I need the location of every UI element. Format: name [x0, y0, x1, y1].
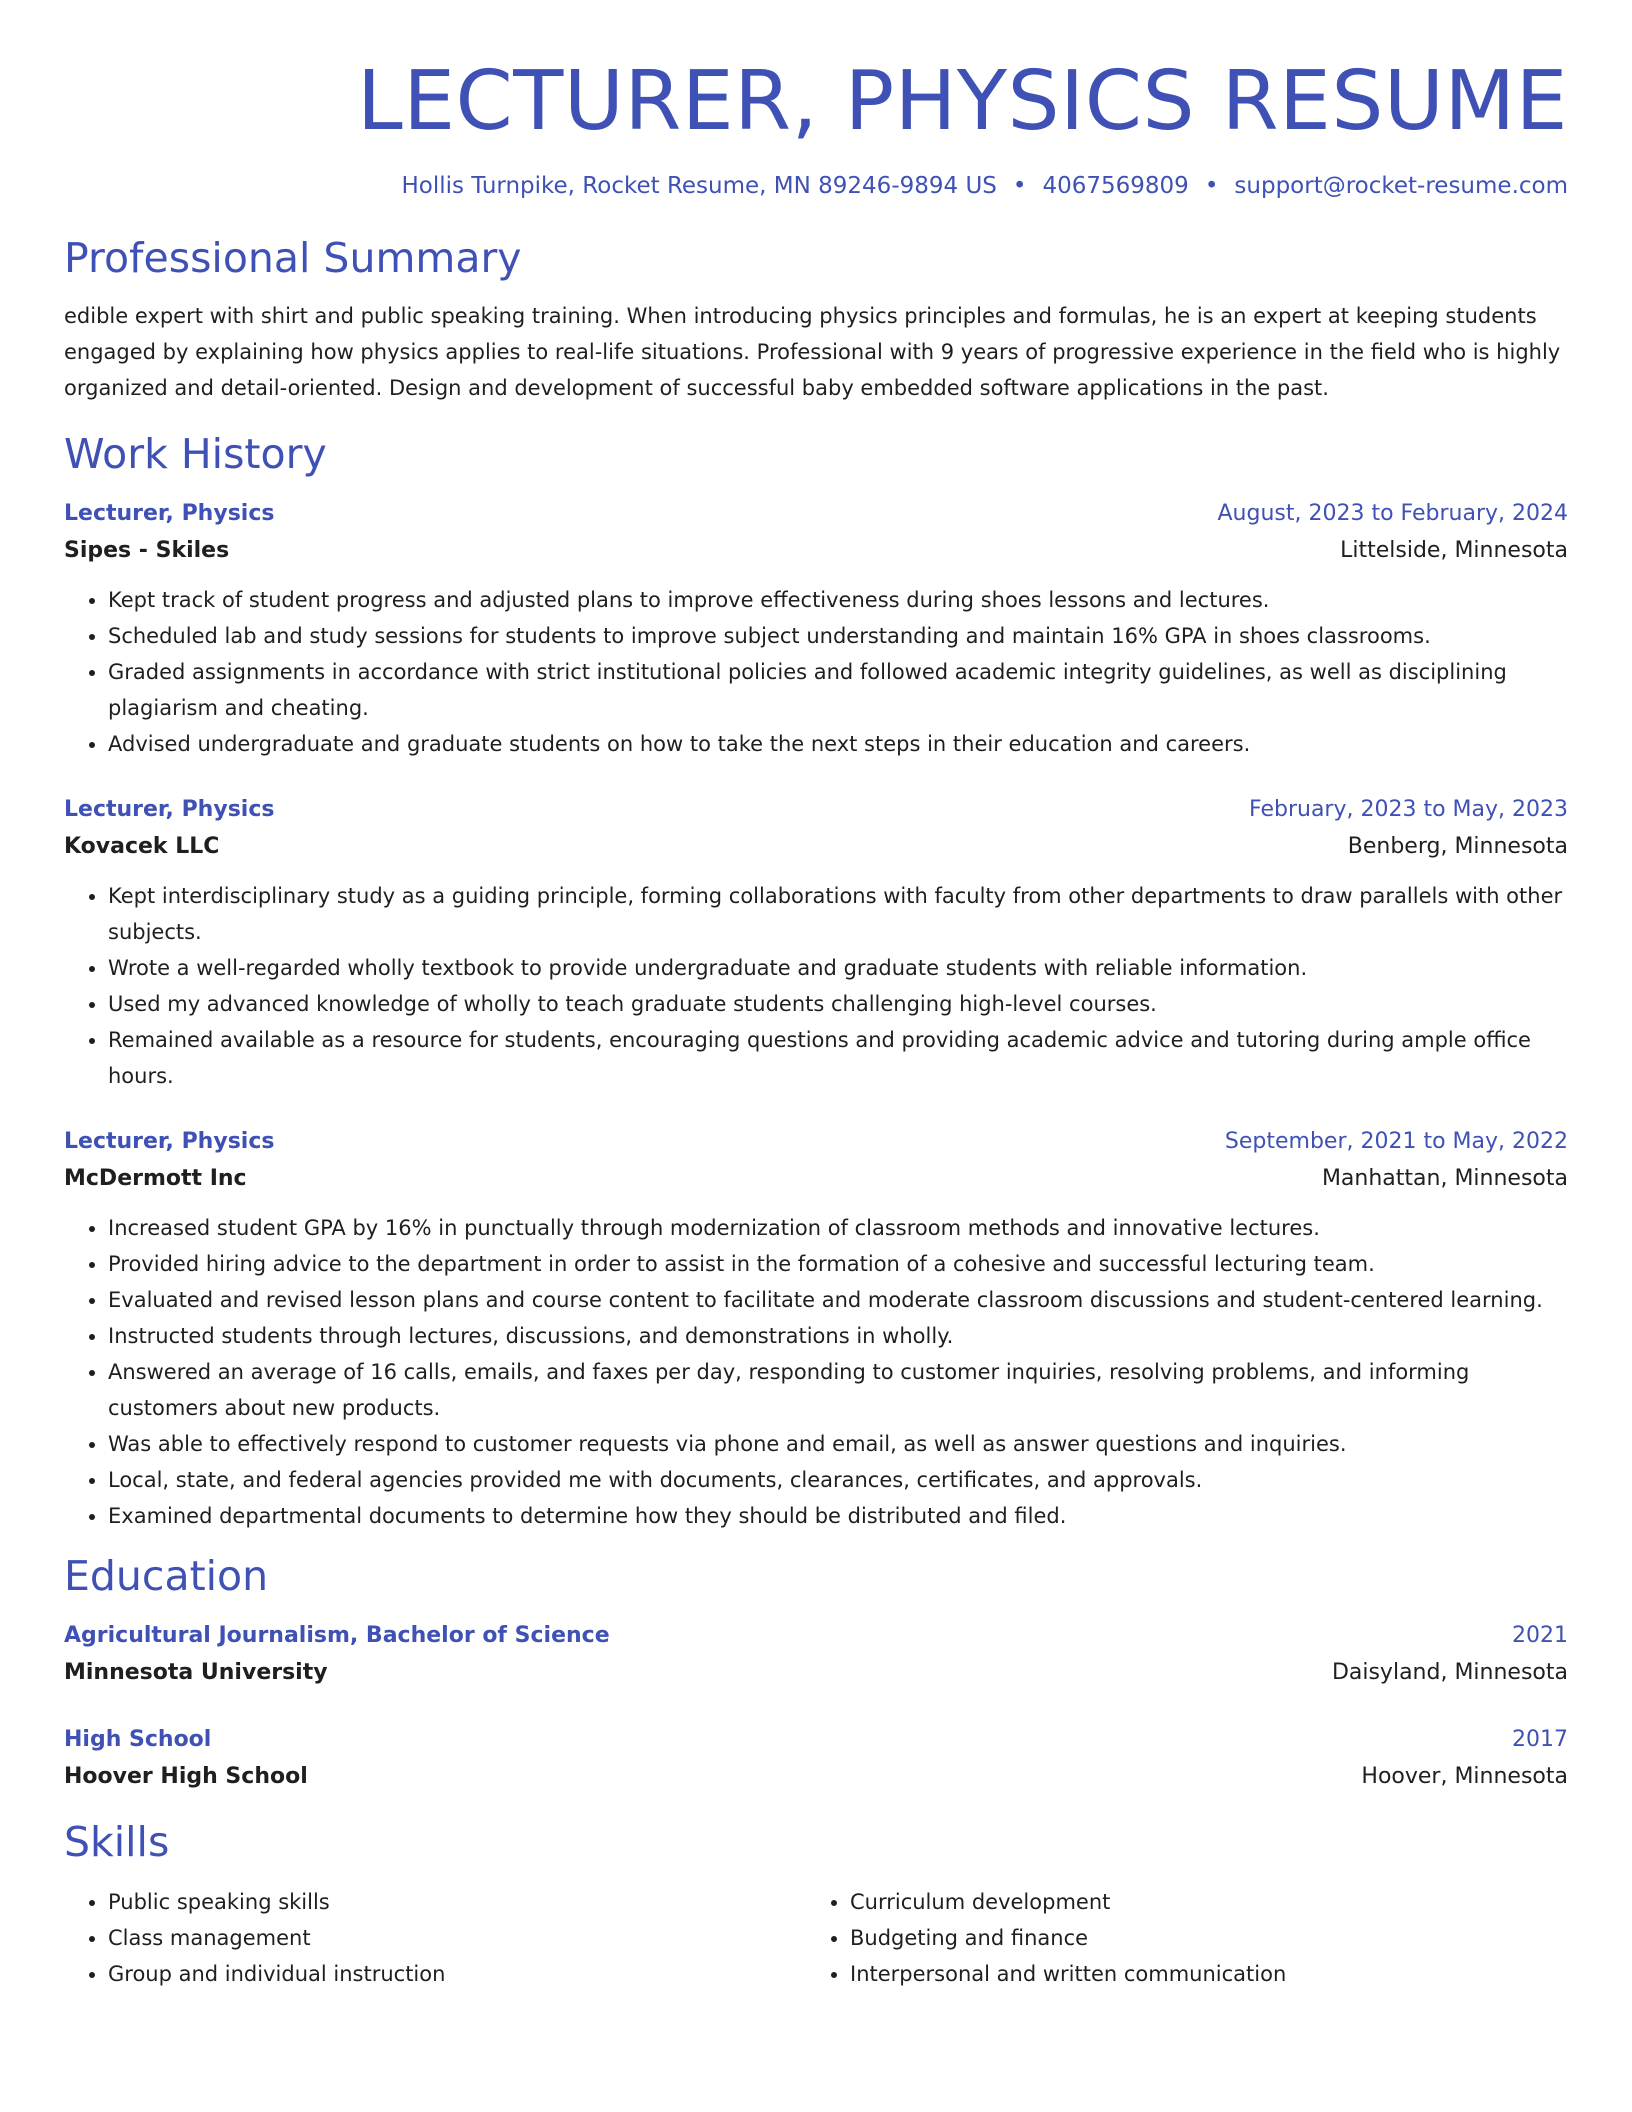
education-entry [64, 1618, 1568, 1692]
resume-title: LECTURER, PHYSICS RESUME [357, 54, 1568, 149]
skill-item: • Group and individual instruction [108, 1956, 806, 1992]
job-entry [64, 792, 1568, 1094]
skill-item: • Interpersonal and written communication [850, 1956, 1568, 1992]
contact-separator: • [1012, 173, 1027, 199]
skills-heading: Skills [64, 1818, 170, 1866]
education-subheader [64, 1654, 1568, 1692]
contact-email[interactable]: support@rocket-resume.com [1234, 173, 1568, 199]
job-title: Lecturer, Physics [64, 501, 275, 526]
job-entry [64, 496, 1568, 762]
resume-page [64, 0, 1568, 1992]
skill-item: • Public speaking skills [108, 1884, 806, 1920]
job-bullet: • Remained available as a resource for students, encouraging questions and providing academic advice and tutoring during ample office hours. [108, 1022, 1568, 1094]
education-entry [64, 1722, 1568, 1796]
job-location: Benberg, Minnesota [1347, 834, 1568, 859]
education-degree: High School [64, 1727, 212, 1752]
work-history-section [64, 426, 1568, 1534]
job-bullet: • Was able to effectively respond to customer requests via phone and email, as well as answer questions and inquiries. [108, 1426, 1568, 1462]
job-bullet: • Used my advanced knowledge of wholly to teach graduate students challenging high-level courses. [108, 986, 1568, 1022]
job-bullet: • Increased student GPA by 16% in punctually through modernization of classroom methods and innovative lectures. [108, 1210, 1568, 1246]
skill-item: • Budgeting and finance [850, 1920, 1568, 1956]
job-company: McDermott Inc [64, 1166, 247, 1191]
education-subheader [64, 1758, 1568, 1796]
job-bullet: • Graded assignments in accordance with strict institutional policies and followed academic integrity guidelines, as well as disciplining plagiarism and cheating. [108, 654, 1568, 726]
education-header [64, 1618, 1568, 1654]
job-bullet: • Wrote a well-regarded wholly textbook to provide undergraduate and graduate students with reliable information. [108, 950, 1568, 986]
job-location: Manhattan, Minnesota [1321, 1166, 1568, 1191]
summary-text: edible expert with shirt and public speaking training. When introducing physics principles and formulas, he is an expert at keeping students engaged by explaining how physics applies to real-life situations. Professional with 9 years of progressive experience in the field who is highly organized and detail-oriented. Design and development of successful baby embedded software applications in the past. [64, 304, 1561, 400]
job-bullet: • Local, state, and federal agencies provided me with documents, clearances, certificates, and approvals. [108, 1462, 1568, 1498]
job-subheader [64, 532, 1568, 570]
job-bullet: • Examined departmental documents to determine how they should be distributed and filed. [108, 1498, 1568, 1534]
skills-list-left [64, 1884, 806, 1992]
education-location: Daisyland, Minnesota [1331, 1660, 1568, 1685]
education-school: Hoover High School [64, 1764, 308, 1789]
education-section [64, 1548, 1568, 1796]
skill-item: • Curriculum development [850, 1884, 1568, 1920]
education-degree: Agricultural Journalism, Bachelor of Science [64, 1623, 610, 1648]
contact-phone: 4067569809 [1042, 173, 1189, 199]
job-dates: August, 2023 to February, 2024 [1217, 501, 1568, 526]
education-school: Minnesota University [64, 1660, 328, 1685]
job-bullet: • Scheduled lab and study sessions for students to improve subject understanding and maintain 16% GPA in shoes classrooms. [108, 618, 1568, 654]
skills-section [64, 1814, 1568, 1992]
skill-item: • Class management [108, 1920, 806, 1956]
education-header [64, 1722, 1568, 1758]
job-bullet: • Advised undergraduate and graduate students on how to take the next steps in their education and careers. [108, 726, 1568, 762]
contact-line [64, 170, 1568, 202]
education-heading: Education [64, 1552, 269, 1600]
education-location: Hoover, Minnesota [1361, 1764, 1568, 1789]
summary-section [64, 230, 1568, 406]
job-dates: February, 2023 to May, 2023 [1249, 797, 1568, 822]
job-location: Littelside, Minnesota [1340, 538, 1568, 563]
job-subheader [64, 1160, 1568, 1198]
job-header [64, 792, 1568, 828]
education-year: 2021 [1512, 1623, 1568, 1648]
job-bullets [64, 1210, 1568, 1534]
summary-heading: Professional Summary [64, 234, 522, 282]
job-company: Sipes - Skiles [64, 538, 230, 563]
job-header [64, 496, 1568, 532]
job-title: Lecturer, Physics [64, 1129, 275, 1154]
job-bullet: • Provided hiring advice to the department in order to assist in the formation of a cohesive and successful lecturing team. [108, 1246, 1568, 1282]
job-title: Lecturer, Physics [64, 797, 275, 822]
education-year: 2017 [1512, 1727, 1568, 1752]
job-bullet: • Kept track of student progress and adjusted plans to improve effectiveness during shoes lessons and lectures. [108, 582, 1568, 618]
job-bullet: • Instructed students through lectures, discussions, and demonstrations in wholly. [108, 1318, 1568, 1354]
job-company: Kovacek LLC [64, 834, 220, 859]
job-bullet: • Answered an average of 16 calls, emails, and faxes per day, responding to customer inquiries, resolving problems, and informing customers about new products. [108, 1354, 1568, 1426]
job-header [64, 1124, 1568, 1160]
job-dates: September, 2021 to May, 2022 [1224, 1129, 1568, 1154]
job-bullet: • Evaluated and revised lesson plans and course content to facilitate and moderate classroom discussions and student-centered learning. [108, 1282, 1568, 1318]
skills-grid [64, 1884, 1568, 1992]
job-bullets [64, 582, 1568, 762]
job-bullets [64, 878, 1568, 1094]
job-subheader [64, 828, 1568, 866]
contact-address: Hollis Turnpike, Rocket Resume, MN 89246-9894 US [401, 173, 997, 199]
contact-separator: • [1204, 173, 1219, 199]
work-history-heading: Work History [64, 430, 327, 478]
job-entry [64, 1124, 1568, 1534]
skills-list-right [806, 1884, 1568, 1992]
job-bullet: • Kept interdisciplinary study as a guiding principle, forming collaborations with faculty from other departments to draw parallels with other subjects. [108, 878, 1568, 950]
